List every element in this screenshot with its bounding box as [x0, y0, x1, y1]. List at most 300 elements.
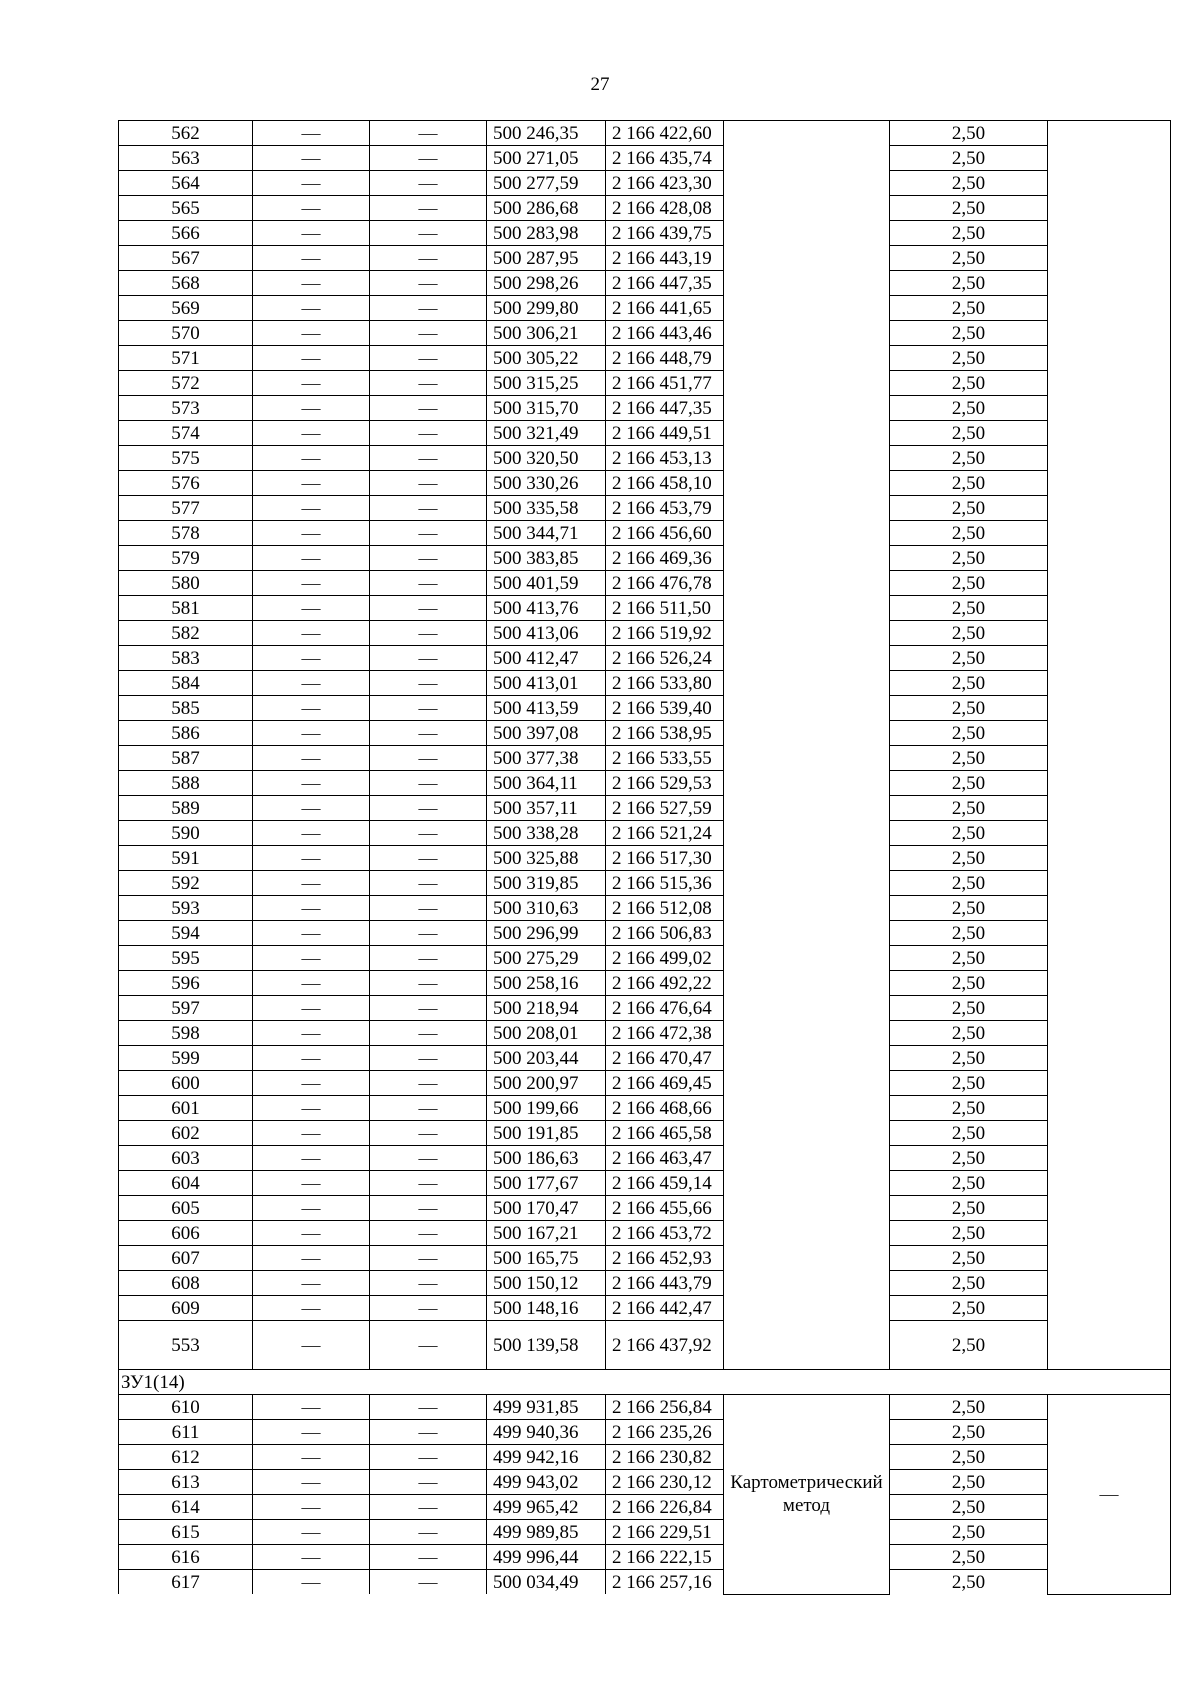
x-coordinate-cell: 500 357,11	[487, 796, 606, 821]
point-number-cell: 570	[119, 321, 253, 346]
precision-cell: 2,50	[890, 1420, 1048, 1445]
x-coordinate-cell: 499 942,16	[487, 1445, 606, 1470]
table-row	[119, 671, 1171, 696]
precision-cell: 2,50	[890, 571, 1048, 596]
table-row	[119, 996, 1171, 1021]
x-coordinate-cell: 500 200,97	[487, 1071, 606, 1096]
precision-cell: 2,50	[890, 746, 1048, 771]
y-coordinate-cell: 2 166 512,08	[606, 896, 724, 921]
dash-cell: —	[253, 1271, 370, 1296]
y-coordinate-cell: 2 166 437,92	[606, 1321, 724, 1370]
y-coordinate-cell: 2 166 511,50	[606, 596, 724, 621]
y-coordinate-cell: 2 166 256,84	[606, 1395, 724, 1420]
y-coordinate-cell: 2 166 526,24	[606, 646, 724, 671]
point-number-cell: 590	[119, 821, 253, 846]
precision-cell: 2,50	[890, 421, 1048, 446]
precision-cell: 2,50	[890, 1271, 1048, 1296]
dash-cell: —	[370, 196, 487, 221]
y-coordinate-cell: 2 166 459,14	[606, 1171, 724, 1196]
precision-cell: 2,50	[890, 246, 1048, 271]
section-header-row	[119, 1370, 1171, 1395]
dash-cell: —	[370, 1420, 487, 1445]
note-cell: —	[1048, 1395, 1171, 1595]
dash-cell: —	[370, 171, 487, 196]
dash-cell: —	[253, 1395, 370, 1420]
x-coordinate-cell: 500 218,94	[487, 996, 606, 1021]
dash-cell: —	[370, 846, 487, 871]
table-row	[119, 1420, 1171, 1445]
point-number-cell: 595	[119, 946, 253, 971]
dash-cell: —	[370, 796, 487, 821]
dash-cell: —	[370, 646, 487, 671]
dash-cell: —	[253, 796, 370, 821]
dash-cell: —	[253, 821, 370, 846]
dash-cell: —	[370, 1271, 487, 1296]
dash-cell: —	[253, 1445, 370, 1470]
point-number-cell: 585	[119, 696, 253, 721]
point-number-cell: 566	[119, 221, 253, 246]
dash-cell: —	[253, 471, 370, 496]
precision-cell: 2,50	[890, 1545, 1048, 1570]
dash-cell: —	[370, 971, 487, 996]
y-coordinate-cell: 2 166 519,92	[606, 621, 724, 646]
dash-cell: —	[253, 921, 370, 946]
precision-cell: 2,50	[890, 346, 1048, 371]
dash-cell: —	[253, 671, 370, 696]
x-coordinate-cell: 500 283,98	[487, 221, 606, 246]
table-row	[119, 171, 1171, 196]
y-coordinate-cell: 2 166 465,58	[606, 1121, 724, 1146]
point-number-cell: 589	[119, 796, 253, 821]
y-coordinate-cell: 2 166 226,84	[606, 1495, 724, 1520]
precision-cell: 2,50	[890, 1221, 1048, 1246]
y-coordinate-cell: 2 166 443,46	[606, 321, 724, 346]
dash-cell: —	[370, 1296, 487, 1321]
table-row	[119, 396, 1171, 421]
table-row	[119, 121, 1171, 146]
precision-cell: 2,50	[890, 1021, 1048, 1046]
y-coordinate-cell: 2 166 449,51	[606, 421, 724, 446]
precision-cell: 2,50	[890, 696, 1048, 721]
point-number-cell: 598	[119, 1021, 253, 1046]
point-number-cell: 567	[119, 246, 253, 271]
x-coordinate-cell: 500 310,63	[487, 896, 606, 921]
point-number-cell: 602	[119, 1121, 253, 1146]
table-row	[119, 421, 1171, 446]
dash-cell: —	[253, 696, 370, 721]
x-coordinate-cell: 499 943,02	[487, 1470, 606, 1495]
table-row	[119, 571, 1171, 596]
precision-cell: 2,50	[890, 496, 1048, 521]
y-coordinate-cell: 2 166 456,60	[606, 521, 724, 546]
precision-cell: 2,50	[890, 796, 1048, 821]
y-coordinate-cell: 2 166 447,35	[606, 396, 724, 421]
x-coordinate-cell: 500 258,16	[487, 971, 606, 996]
dash-cell: —	[370, 521, 487, 546]
x-coordinate-cell: 500 298,26	[487, 271, 606, 296]
point-number-cell: 597	[119, 996, 253, 1021]
y-coordinate-cell: 2 166 441,65	[606, 296, 724, 321]
x-coordinate-cell: 500 413,01	[487, 671, 606, 696]
table-row	[119, 971, 1171, 996]
point-number-cell: 606	[119, 1221, 253, 1246]
y-coordinate-cell: 2 166 222,15	[606, 1545, 724, 1570]
x-coordinate-cell: 500 287,95	[487, 246, 606, 271]
dash-cell: —	[253, 546, 370, 571]
dash-cell: —	[253, 1296, 370, 1321]
table-row	[119, 646, 1171, 671]
table-row	[119, 371, 1171, 396]
y-coordinate-cell: 2 166 458,10	[606, 471, 724, 496]
y-coordinate-cell: 2 166 533,80	[606, 671, 724, 696]
x-coordinate-cell: 500 139,58	[487, 1321, 606, 1370]
precision-cell: 2,50	[890, 396, 1048, 421]
x-coordinate-cell: 499 940,36	[487, 1420, 606, 1445]
y-coordinate-cell: 2 166 517,30	[606, 846, 724, 871]
table-row	[119, 796, 1171, 821]
x-coordinate-cell: 500 315,70	[487, 396, 606, 421]
table-row	[119, 1196, 1171, 1221]
point-number-cell: 571	[119, 346, 253, 371]
point-number-cell: 601	[119, 1096, 253, 1121]
dash-cell: —	[253, 871, 370, 896]
x-coordinate-cell: 500 319,85	[487, 871, 606, 896]
precision-cell: 2,50	[890, 121, 1048, 146]
y-coordinate-cell: 2 166 476,78	[606, 571, 724, 596]
point-number-cell: 614	[119, 1495, 253, 1520]
dash-cell: —	[253, 1246, 370, 1271]
y-coordinate-cell: 2 166 452,93	[606, 1246, 724, 1271]
x-coordinate-cell: 500 401,59	[487, 571, 606, 596]
x-coordinate-cell: 500 320,50	[487, 446, 606, 471]
dash-cell: —	[253, 1071, 370, 1096]
table-row	[119, 1470, 1171, 1495]
table-row	[119, 346, 1171, 371]
dash-cell: —	[253, 346, 370, 371]
table-row	[119, 621, 1171, 646]
dash-cell: —	[253, 1495, 370, 1520]
point-number-cell: 580	[119, 571, 253, 596]
table-row	[119, 1021, 1171, 1046]
dash-cell: —	[253, 396, 370, 421]
table-row	[119, 746, 1171, 771]
x-coordinate-cell: 500 305,22	[487, 346, 606, 371]
point-number-cell: 568	[119, 271, 253, 296]
table-row	[119, 546, 1171, 571]
dash-cell: —	[370, 221, 487, 246]
y-coordinate-cell: 2 166 442,47	[606, 1296, 724, 1321]
table-row	[119, 1246, 1171, 1271]
y-coordinate-cell: 2 166 515,36	[606, 871, 724, 896]
y-coordinate-cell: 2 166 448,79	[606, 346, 724, 371]
x-coordinate-cell: 500 413,59	[487, 696, 606, 721]
point-number-cell: 596	[119, 971, 253, 996]
table-row	[119, 946, 1171, 971]
point-number-cell: 599	[119, 1046, 253, 1071]
dash-cell: —	[370, 546, 487, 571]
y-coordinate-cell: 2 166 527,59	[606, 796, 724, 821]
point-number-cell: 569	[119, 296, 253, 321]
precision-cell: 2,50	[890, 1146, 1048, 1171]
y-coordinate-cell: 2 166 470,47	[606, 1046, 724, 1071]
dash-cell: —	[370, 1246, 487, 1271]
y-coordinate-cell: 2 166 463,47	[606, 1146, 724, 1171]
precision-cell: 2,50	[890, 1096, 1048, 1121]
dash-cell: —	[253, 946, 370, 971]
x-coordinate-cell: 499 931,85	[487, 1395, 606, 1420]
dash-cell: —	[253, 996, 370, 1021]
x-coordinate-cell: 500 412,47	[487, 646, 606, 671]
x-coordinate-cell: 500 364,11	[487, 771, 606, 796]
dash-cell: —	[253, 421, 370, 446]
table-row	[119, 1321, 1171, 1370]
dash-cell: —	[253, 971, 370, 996]
point-number-cell: 604	[119, 1171, 253, 1196]
dash-cell: —	[253, 621, 370, 646]
y-coordinate-cell: 2 166 443,19	[606, 246, 724, 271]
point-number-cell: 607	[119, 1246, 253, 1271]
dash-cell: —	[370, 1046, 487, 1071]
y-coordinate-cell: 2 166 538,95	[606, 721, 724, 746]
precision-cell: 2,50	[890, 196, 1048, 221]
dash-cell: —	[370, 421, 487, 446]
table-row	[119, 521, 1171, 546]
dash-cell: —	[370, 1321, 487, 1370]
precision-cell: 2,50	[890, 1520, 1048, 1545]
precision-cell: 2,50	[890, 971, 1048, 996]
y-coordinate-cell: 2 166 492,22	[606, 971, 724, 996]
x-coordinate-cell: 500 296,99	[487, 921, 606, 946]
y-coordinate-cell: 2 166 453,72	[606, 1221, 724, 1246]
precision-cell: 2,50	[890, 1171, 1048, 1196]
precision-cell: 2,50	[890, 146, 1048, 171]
point-number-cell: 613	[119, 1470, 253, 1495]
precision-cell: 2,50	[890, 446, 1048, 471]
table-row	[119, 1545, 1171, 1570]
dash-cell: —	[370, 696, 487, 721]
dash-cell: —	[253, 496, 370, 521]
table-row	[119, 321, 1171, 346]
dash-cell: —	[370, 371, 487, 396]
precision-cell: 2,50	[890, 1071, 1048, 1096]
precision-cell: 2,50	[890, 996, 1048, 1021]
x-coordinate-cell: 499 989,85	[487, 1520, 606, 1545]
dash-cell: —	[253, 221, 370, 246]
y-coordinate-cell: 2 166 453,13	[606, 446, 724, 471]
x-coordinate-cell: 500 383,85	[487, 546, 606, 571]
point-number-cell: 579	[119, 546, 253, 571]
point-number-cell: 577	[119, 496, 253, 521]
x-coordinate-cell: 500 377,38	[487, 746, 606, 771]
point-number-cell: 565	[119, 196, 253, 221]
precision-cell: 2,50	[890, 1296, 1048, 1321]
x-coordinate-cell: 500 150,12	[487, 1271, 606, 1296]
precision-cell: 2,50	[890, 771, 1048, 796]
page-number: 27	[590, 74, 610, 95]
precision-cell: 2,50	[890, 521, 1048, 546]
dash-cell: —	[370, 721, 487, 746]
x-coordinate-cell: 500 413,06	[487, 621, 606, 646]
point-number-cell: 581	[119, 596, 253, 621]
x-coordinate-cell: 500 315,25	[487, 371, 606, 396]
table-row	[119, 771, 1171, 796]
y-coordinate-cell: 2 166 499,02	[606, 946, 724, 971]
note-cell	[1048, 121, 1171, 1370]
table-row	[119, 846, 1171, 871]
y-coordinate-cell: 2 166 476,64	[606, 996, 724, 1021]
point-number-cell: 616	[119, 1545, 253, 1570]
point-number-cell: 603	[119, 1146, 253, 1171]
y-coordinate-cell: 2 166 468,66	[606, 1096, 724, 1121]
dash-cell: —	[370, 1221, 487, 1246]
precision-cell: 2,50	[890, 321, 1048, 346]
dash-cell: —	[253, 1321, 370, 1370]
dash-cell: —	[253, 171, 370, 196]
dash-cell: —	[253, 746, 370, 771]
y-coordinate-cell: 2 166 455,66	[606, 1196, 724, 1221]
point-number-cell: 591	[119, 846, 253, 871]
y-coordinate-cell: 2 166 230,12	[606, 1470, 724, 1495]
dash-cell: —	[253, 296, 370, 321]
precision-cell: 2,50	[890, 1495, 1048, 1520]
table-row	[119, 1495, 1171, 1520]
dash-cell: —	[253, 596, 370, 621]
y-coordinate-cell: 2 166 439,75	[606, 221, 724, 246]
precision-cell: 2,50	[890, 271, 1048, 296]
dash-cell: —	[370, 1570, 487, 1595]
table-row	[119, 1171, 1171, 1196]
table-row	[119, 221, 1171, 246]
dash-cell: —	[253, 1046, 370, 1071]
y-coordinate-cell: 2 166 447,35	[606, 271, 724, 296]
coordinates-table	[118, 120, 1171, 1595]
x-coordinate-cell: 500 246,35	[487, 121, 606, 146]
table-row	[119, 446, 1171, 471]
table-row	[119, 496, 1171, 521]
precision-cell: 2,50	[890, 846, 1048, 871]
point-number-cell: 572	[119, 371, 253, 396]
table-row	[119, 596, 1171, 621]
dash-cell: —	[370, 621, 487, 646]
dash-cell: —	[370, 871, 487, 896]
precision-cell: 2,50	[890, 871, 1048, 896]
table-row	[119, 1046, 1171, 1071]
y-coordinate-cell: 2 166 533,55	[606, 746, 724, 771]
point-number-cell: 592	[119, 871, 253, 896]
point-number-cell: 609	[119, 1296, 253, 1321]
dash-cell: —	[253, 521, 370, 546]
y-coordinate-cell: 2 166 422,60	[606, 121, 724, 146]
x-coordinate-cell: 500 199,66	[487, 1096, 606, 1121]
dash-cell: —	[253, 646, 370, 671]
table-row	[119, 471, 1171, 496]
precision-cell: 2,50	[890, 1395, 1048, 1420]
dash-cell: —	[253, 1420, 370, 1445]
dash-cell: —	[253, 896, 370, 921]
precision-cell: 2,50	[890, 621, 1048, 646]
x-coordinate-cell: 500 165,75	[487, 1246, 606, 1271]
precision-cell: 2,50	[890, 1196, 1048, 1221]
dash-cell: —	[253, 371, 370, 396]
x-coordinate-cell: 499 965,42	[487, 1495, 606, 1520]
precision-cell: 2,50	[890, 171, 1048, 196]
x-coordinate-cell: 500 170,47	[487, 1196, 606, 1221]
point-number-cell: 615	[119, 1520, 253, 1545]
method-cell: Картометрический метод	[724, 1395, 890, 1595]
table-row	[119, 721, 1171, 746]
point-number-cell: 617	[119, 1570, 253, 1595]
y-coordinate-cell: 2 166 230,82	[606, 1445, 724, 1470]
x-coordinate-cell: 500 344,71	[487, 521, 606, 546]
table-row	[119, 1445, 1171, 1470]
dash-cell: —	[253, 771, 370, 796]
precision-cell: 2,50	[890, 946, 1048, 971]
precision-cell: 2,50	[890, 646, 1048, 671]
dash-cell: —	[370, 1445, 487, 1470]
dash-cell: —	[370, 1545, 487, 1570]
y-coordinate-cell: 2 166 229,51	[606, 1520, 724, 1545]
x-coordinate-cell: 500 325,88	[487, 846, 606, 871]
dash-cell: —	[253, 1470, 370, 1495]
point-number-cell: 553	[119, 1321, 253, 1370]
table-row	[119, 271, 1171, 296]
table-row	[119, 246, 1171, 271]
x-coordinate-cell: 500 148,16	[487, 1296, 606, 1321]
dash-cell: —	[370, 1196, 487, 1221]
precision-cell: 2,50	[890, 1445, 1048, 1470]
dash-cell: —	[370, 296, 487, 321]
dash-cell: —	[370, 1470, 487, 1495]
point-number-cell: 600	[119, 1071, 253, 1096]
dash-cell: —	[253, 196, 370, 221]
x-coordinate-cell: 500 321,49	[487, 421, 606, 446]
precision-cell: 2,50	[890, 1321, 1048, 1370]
dash-cell: —	[370, 896, 487, 921]
x-coordinate-cell: 500 275,29	[487, 946, 606, 971]
y-coordinate-cell: 2 166 469,45	[606, 1071, 724, 1096]
dash-cell: —	[253, 146, 370, 171]
x-coordinate-cell: 500 338,28	[487, 821, 606, 846]
point-number-cell: 573	[119, 396, 253, 421]
dash-cell: —	[370, 1495, 487, 1520]
precision-cell: 2,50	[890, 1470, 1048, 1495]
section-label: ЗУ1(14)	[119, 1370, 1171, 1395]
dash-cell: —	[370, 671, 487, 696]
point-number-cell: 586	[119, 721, 253, 746]
dash-cell: —	[253, 271, 370, 296]
dash-cell: —	[370, 1021, 487, 1046]
y-coordinate-cell: 2 166 506,83	[606, 921, 724, 946]
precision-cell: 2,50	[890, 1046, 1048, 1071]
dash-cell: —	[370, 596, 487, 621]
dash-cell: —	[253, 1545, 370, 1570]
y-coordinate-cell: 2 166 443,79	[606, 1271, 724, 1296]
y-coordinate-cell: 2 166 451,77	[606, 371, 724, 396]
point-number-cell: 610	[119, 1395, 253, 1420]
dash-cell: —	[370, 1121, 487, 1146]
x-coordinate-cell: 500 335,58	[487, 496, 606, 521]
x-coordinate-cell: 500 397,08	[487, 721, 606, 746]
method-cell	[724, 121, 890, 1370]
dash-cell: —	[370, 1071, 487, 1096]
x-coordinate-cell: 500 186,63	[487, 1146, 606, 1171]
table-row	[119, 921, 1171, 946]
point-number-cell: 582	[119, 621, 253, 646]
dash-cell: —	[370, 346, 487, 371]
dash-cell: —	[370, 471, 487, 496]
y-coordinate-cell: 2 166 539,40	[606, 696, 724, 721]
table-row	[119, 1121, 1171, 1146]
